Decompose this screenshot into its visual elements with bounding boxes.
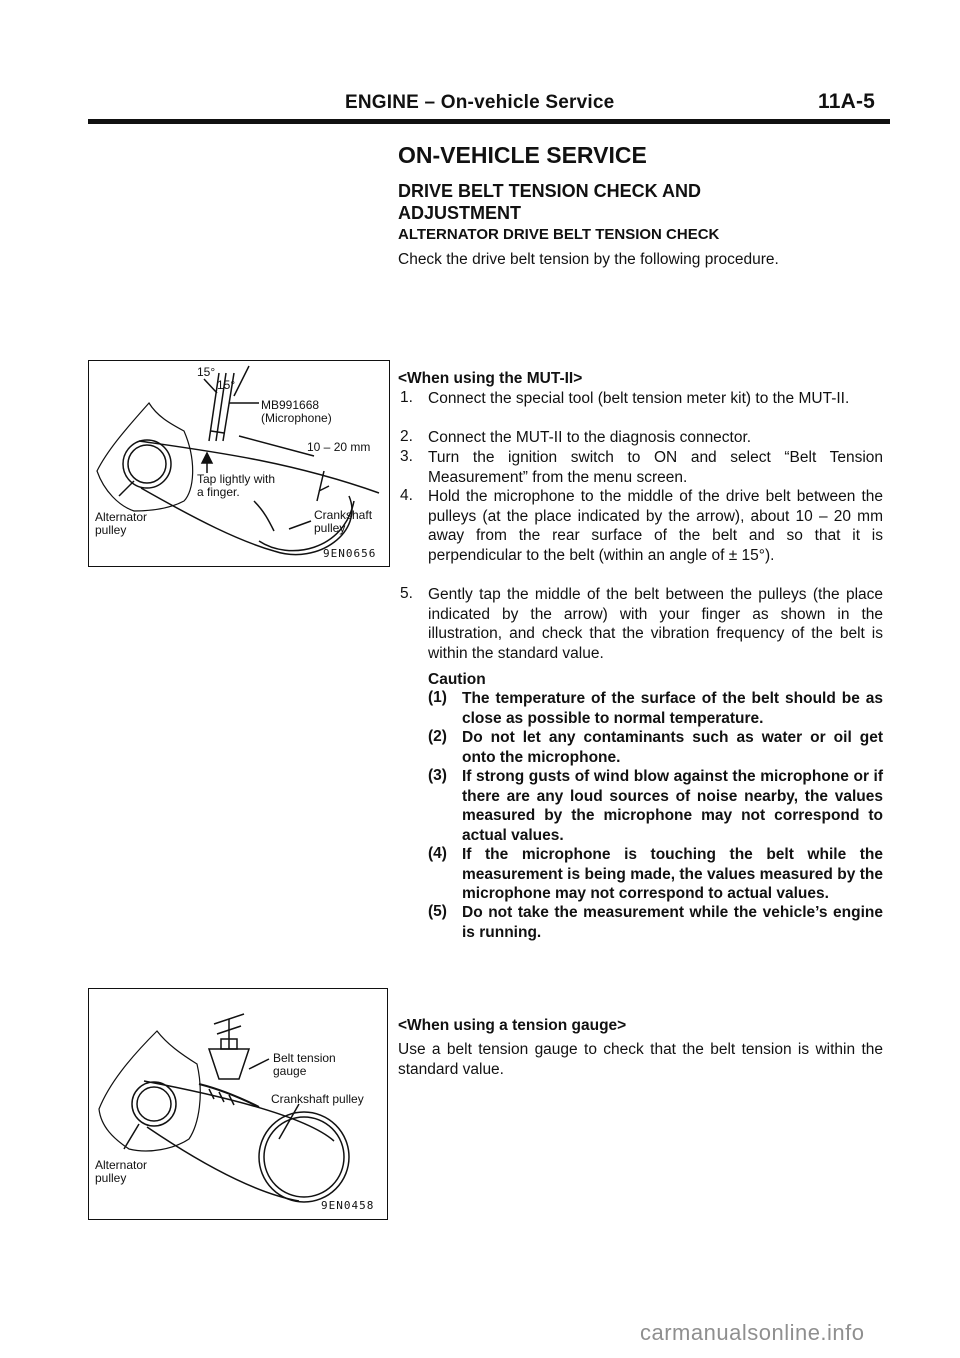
caution-number: (4): [428, 845, 447, 862]
caution-number: (3): [428, 767, 447, 784]
step-text: Gently tap the middle of the belt between the pulleys (the place indicated by the arrow) with your finger as shown in the illustration, and check that the vibration frequency of the belt is within the standard value.: [428, 586, 883, 662]
caution-number: (2): [428, 728, 447, 745]
angle-left-label: 15°: [197, 365, 216, 379]
footer-watermark: carmanualsonline.info: [640, 1320, 865, 1345]
header-rule: [88, 119, 890, 124]
crankshaft-label-2: pulley: [314, 521, 346, 535]
tool-part-label: MB991668: [261, 398, 320, 412]
section-title: ON-VEHICLE SERVICE: [398, 142, 647, 168]
alternator-label-2: pulley: [95, 1171, 127, 1185]
caution-number: (1): [428, 689, 447, 706]
figure-code: 9EN0458: [321, 1199, 375, 1212]
step-text: Connect the MUT-II to the diagnosis connector.: [428, 429, 752, 446]
step-number: 2.: [400, 428, 413, 445]
alternator-label: Alternator: [95, 510, 148, 524]
tap-label-2: a finger.: [197, 485, 240, 499]
caution-text: If strong gusts of wind blow against the microphone or if there are any loud sources of noise nearby, the values measured by the microphone may not correspond to actual values.: [462, 768, 883, 844]
gauge-heading: <When using a tension gauge>: [398, 1017, 627, 1034]
intro-text: Check the drive belt tension by the following procedure.: [398, 251, 779, 268]
crankshaft-label: Crankshaft pulley: [271, 1092, 364, 1106]
step-number: 3.: [400, 448, 413, 465]
distance-label: 10 – 20 mm: [307, 440, 371, 454]
caution-text: If the microphone is touching the belt while the measurement is being made, the values measured by the microphone may not correspond to actual values.: [462, 846, 883, 902]
belt-diagram-illustration: [89, 361, 389, 566]
alternator-label: Alternator: [95, 1158, 148, 1172]
figure-code: 9EN0656: [323, 547, 377, 560]
figure-tension-gauge: [88, 988, 388, 1220]
figure-mut-microphone: [88, 360, 390, 567]
gauge-text: Use a belt tension gauge to check that the belt tension is within the standard value.: [398, 1041, 883, 1078]
subheading: ALTERNATOR DRIVE BELT TENSION CHECK: [398, 226, 720, 243]
caution-number: (5): [428, 903, 447, 920]
crankshaft-label: Crankshaft: [314, 508, 373, 522]
angle-right-label: 15°: [217, 378, 236, 392]
step-number: 1.: [400, 389, 413, 406]
gauge-label: Belt tension: [273, 1051, 336, 1065]
caution-text: Do not let any contaminants such as water or oil get onto the microphone.: [462, 729, 883, 766]
step-text: Turn the ignition switch to ON and select “Belt Tension Measurement” from the menu screen.: [428, 449, 883, 486]
page-header-title: ENGINE – On-vehicle Service: [345, 92, 615, 113]
caution-text: Do not take the measurement while the vehicle’s engine is running.: [462, 904, 883, 941]
caution-text: The temperature of the surface of the belt should be as close as possible to normal temperature.: [462, 690, 883, 727]
page-number: 11A-5: [818, 90, 876, 113]
step-number: 4.: [400, 487, 413, 504]
gauge-label-2: gauge: [273, 1064, 307, 1078]
step-text: Connect the special tool (belt tension meter kit) to the MUT-II.: [428, 390, 850, 407]
mut-heading: <When using the MUT-II>: [398, 370, 583, 387]
caution-title: Caution: [428, 671, 486, 688]
tool-name-label: (Microphone): [261, 411, 332, 425]
step-text: Hold the microphone to the middle of the drive belt between the pulleys (at the place indicated by the arrow), about 10 – 20 mm away from the rear surface of the belt and so that it is perpendicular to the belt (within an angle of ± 15°).: [428, 488, 883, 564]
step-number: 5.: [400, 585, 413, 602]
alternator-label-2: pulley: [95, 523, 127, 537]
tap-label: Tap lightly with: [197, 472, 276, 486]
subsection-title: DRIVE BELT TENSION CHECK AND ADJUSTMENT: [398, 181, 702, 223]
